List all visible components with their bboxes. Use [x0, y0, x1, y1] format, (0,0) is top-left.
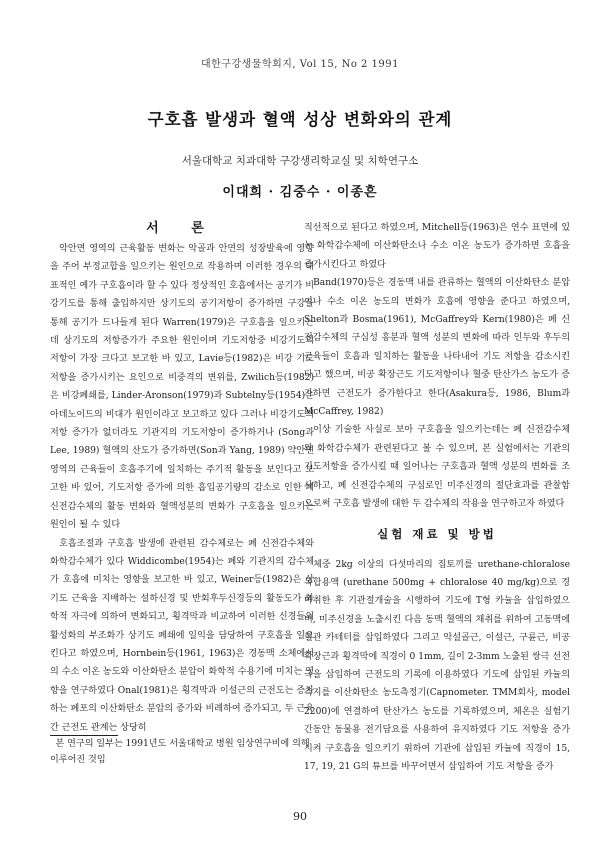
article-title: 구호흡 발생과 혈액 성상 변화와의 관계: [147, 110, 453, 129]
body-paragraph: Band(1970)등은 경동맥 내를 관류하는 혈액의 이산화탄소 분압이나 수소 이온 농도의 변화가 호흡에 영향을 준다고 하였으며, Shelton과 Bosma(1961), McGaffrey와 Kern(1980)은 폐 신전감수체의 구심성 흥분과 혈액 성분의 변화에 따라 인두와 후두의 근육들이 호흡과 일치하는 활동을 나타내어 기도 저항을 감소시킨다고 했으며, 비공 확장근도 기도저항이나 혈중 탄산가스 농도가 증가하면 근전도가 증가한다고 한다(Asakura등, 1986, Blum과 McCaffrey, 1982): [304, 278, 570, 418]
body-paragraph: 호흡조절과 구호흡 발생에 관련된 감수체로는 폐 신전감수체와 화학감수체가 있다 Widdicombe(1954)는 폐와 기관지의 감수체가 호흡에 미치는 영향을 보고한 바 있고, Weiner등(1982)은 상기도 근육을 지배하는 설하신경 및 반회후두신경등의 활동도가 화학적 자극에 의하여 변화되고, 횡격막과 비교하여 이러한 신경들의 활성화의 부조화가 상기도 폐쇄에 일익을 담당하여 구호흡을 일으킨다고 하였으며, Hornbein등(1961, 1963)은 경동맥 소체에서의 수소 이온 농도와 이산화탄소 분압이 화학적 수용기에 미치는 영향을 연구하였다 Onal(1981)은 횡격막과 이설근의 근전도는 증가하는 폐포의 이산화탄소 분압의 증가와 비례하여 증가되고, 두 근육간 근전도 관계는 상당히: [50, 538, 314, 733]
left-column: [50, 218, 314, 737]
body-paragraph: 체중 2kg 이상의 다섯마리의 집토끼를 urethane-chloralose 복합용액 (urethane 500mg + chloralose 40 mg/kg)으로 경마취한 후 기관절개술을 시행하여 기도에 T형 카뉼을 삽입하였으며, 미주신경을 노출시킨 다음 동맥 혈액의 채취를 위하여 고동맥에 혈관 카테터를 삽입하였다 그리고 악설골근, 이설근, 구륜근, 비공 확장근과 횡격막에 직경이 0 1mm, 길이 2-3mm 노출된 쌍극 선전극을 삽입하여 근전도의 기록에 이용하였다 기도에 삽입된 카뉼의 측지를 이산화탄소 농도측정기(Capnometer. TMM회사, model 2200)에 연결하여 탄산가스 농도를 기록하였으며, 체온은 실험기간동안 동물용 전기담요를 사용하여 유지하였다 기도 저항을 증가시켜 구호흡을 일으키기 위하여 기관에 삽입된 카뉼에 직경이 15, 17, 19, 21 G의 튜브를 바꾸어면서 삽입하여 기도 저항을 증가: [304, 559, 570, 772]
right-column: [304, 219, 570, 776]
journal-header: 대한구강생물학회지, Vol 15, No 2 1991: [200, 59, 400, 70]
section-heading-introduction: 서 론: [146, 221, 218, 236]
body-paragraph: 직선적으로 된다고 하였으며, Mitchell등(1963)은 연수 표면에 있는 화학감수체에 이산화탄소나 수소 이온 농도가 증가하면 호흡을 증가시킨다고 하였다: [304, 223, 570, 270]
section-heading-methods: 실험 재료 및 방법: [377, 526, 497, 541]
body-paragraph: 이상 기술한 사실로 보아 구호흡을 일으키는데는 폐 신전감수체와 화학감수체가 관련된다고 볼 수 있으며, 본 실험에서는 기관의 기도저항을 증가시킬 때 일어나는 구호흡과 혈액 성분의 변화를 조사하고, 폐 신전감수체의 구심로인 미주신경의 절단효과를 관찰함으로써 구호흡 발생에 대한 두 감수체의 작용을 연구하고자 하였다: [304, 425, 570, 510]
authors: 이대희 · 김중수 · 이종흔: [222, 185, 378, 200]
footnote: 본 연구의 일부는 1991년도 서울대학교 병원 임상연구비에 의해 이루어진 것임: [50, 739, 310, 765]
body-paragraph: 악안면 영역의 근육활동 변화는 악골과 안면의 성장발육에 영향을 주어 부정교합을 일으키는 원인으로 작용하며 이러한 경우의 대표적인 예가 구호흡이라 할 수 있다 정상적인 호흡에서는 공기가 비강기도를 통해 출입하지만 상기도의 공기저항이 증가하면 구강을 통해 공기가 드나들게 된다 Warren(1979)은 구호흡을 일으키는데 상기도의 저항증가가 주요한 원인이며 기도저항중 비강기도의 저항이 가장 크다고 보고한 바 있고, Lavie등(1982)은 비강 기도저항을 증가시키는 요인으로 비중격의 변위를, Zwilich등(1982)은 비강폐쇄를, Linder-Aronson(1979)과 Subtelny등(1954)은 아데노이드의 비대가 원인이라고 보고하고 있다 그러나 비강기도의 저항 증가가 없더라도 기관지의 기도저항이 증가하거나 (Song과 Lee, 1989) 혈액의 산도가 증가하면(Son과 Yang, 1989) 약안면 영역의 근육들이 호흡주기에 일치하는 주기적 활동을 보인다고 보고한 바 있어, 기도저항 증가에 의한 흡입공기량의 감소로 인한 폐 신전감수체의 활동 변화와 혈액성분의 변화가 구호흡을 일으키는 원인이 될 수 있다: [50, 244, 314, 531]
page-number: 90: [293, 810, 307, 823]
affiliation: 서울대학교 치과대학 구강생리학교실 및 치학연구소: [181, 155, 419, 167]
